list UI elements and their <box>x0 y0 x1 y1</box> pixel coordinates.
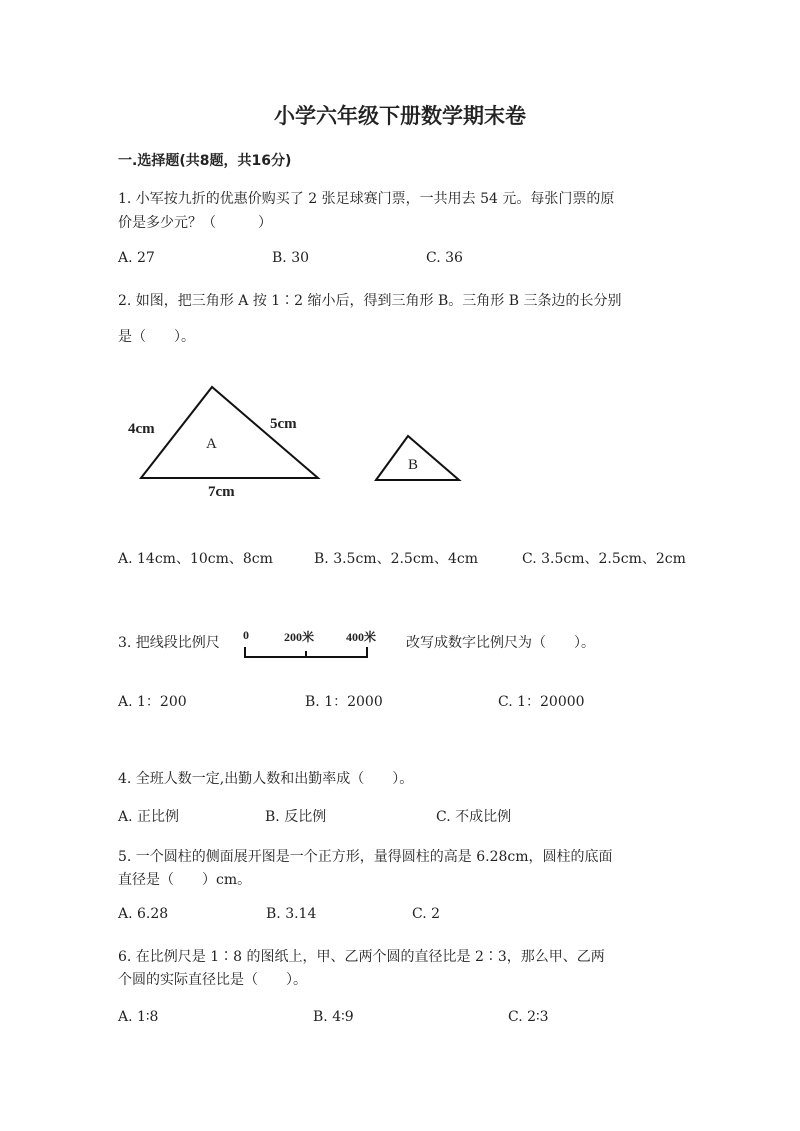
q4-option-b: B. 反比例 <box>265 809 327 825</box>
label-5cm: 5cm <box>270 416 297 432</box>
q5-option-b: B. 3.14 <box>266 906 317 922</box>
section-heading: 一.选择题(共8题，共16分) <box>118 153 292 169</box>
q2-text: 2. 如图，把三角形 A 按 1∶2 缩小后，得到三角形 B。三角形 B 三条边的长分别 <box>118 293 622 309</box>
q6-option-c: C. 2∶3 <box>508 1009 549 1025</box>
q6-text-2: 个圆的实际直径比是（ ）。 <box>118 972 307 988</box>
label-a: A <box>206 436 217 452</box>
q2-option-c: C. 3.5cm、2.5cm、2cm <box>522 551 686 567</box>
q2-text-2: 是（ ）。 <box>118 329 195 345</box>
scale-200: 200米 <box>284 630 315 644</box>
q5-text: 5. 一个圆柱的侧面展开图是一个正方形，量得圆柱的高是 6.28cm，圆柱的底面 <box>118 849 613 865</box>
label-7cm: 7cm <box>208 484 235 500</box>
q3-option-b: B. 1：2000 <box>305 694 383 710</box>
q5-text-2: 直径是（ ）cm。 <box>118 872 252 888</box>
q3-option-a: A. 1：200 <box>118 694 187 710</box>
label-b: B <box>408 457 419 473</box>
q6-option-a: A. 1∶8 <box>118 1009 159 1025</box>
q4-text: 4. 全班人数一定,出勤人数和出勤率成（ ）。 <box>118 771 414 787</box>
q3-option-c: C. 1：20000 <box>498 694 585 710</box>
scale-bar <box>240 645 375 660</box>
triangles-figure <box>0 0 800 560</box>
q1-text-2: 价是多少元？（ ） <box>118 215 272 231</box>
q1-text: 1. 小军按九折的优惠价购买了 2 张足球赛门票，一共用去 54 元。每张门票的原 <box>118 191 615 207</box>
q5-option-a: A. 6.28 <box>118 906 169 922</box>
scale-400: 400米 <box>346 630 377 644</box>
q1-option-c: C. 36 <box>426 250 463 266</box>
q6-text: 6. 在比例尺是 1∶8 的图纸上，甲、乙两个圆的直径比是 2∶3，那么甲、乙两 <box>118 949 605 965</box>
q2-option-a: A. 14cm、10cm、8cm <box>118 551 273 567</box>
scale-0: 0 <box>243 628 249 642</box>
q6-option-b: B. 4∶9 <box>313 1009 354 1025</box>
q4-option-a: A. 正比例 <box>118 809 180 825</box>
q4-option-c: C. 不成比例 <box>436 809 512 825</box>
q3-text: 3. 把线段比例尺 <box>118 635 220 651</box>
q2-option-b: B. 3.5cm、2.5cm、4cm <box>314 551 478 567</box>
q5-option-c: C. 2 <box>412 906 441 922</box>
q1-option-a: A. 27 <box>118 250 155 266</box>
page-title: 小学六年级下册数学期末卷 <box>274 104 526 128</box>
q1-option-b: B. 30 <box>272 250 310 266</box>
q3-text-2: 改写成数字比例尺为（ ）。 <box>406 635 595 651</box>
label-4cm: 4cm <box>128 421 155 437</box>
